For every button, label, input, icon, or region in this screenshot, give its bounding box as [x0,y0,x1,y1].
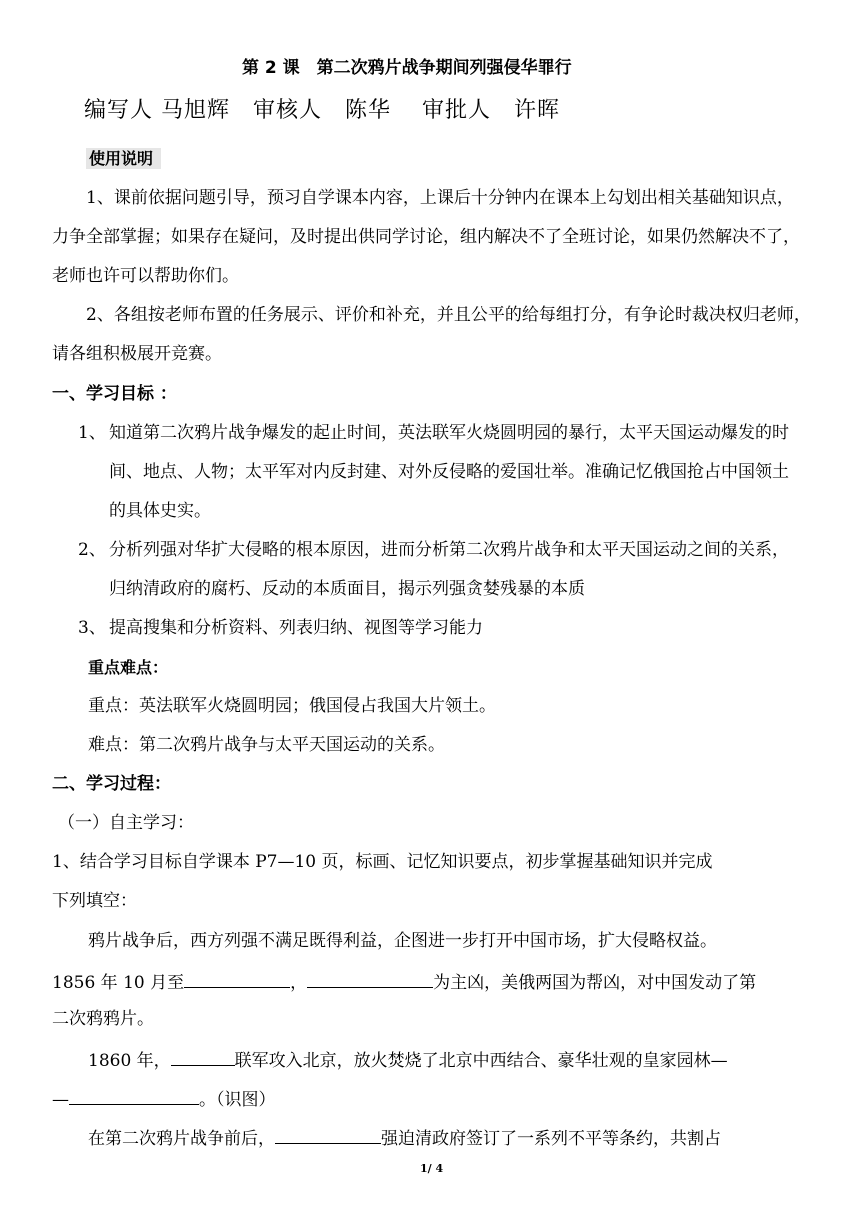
goal-2-line1: 分析列强对华扩大侵略的根本原因，进而分析第二次鸦片战争和太平天国运动之间的关系， [109,540,789,560]
goal-1-line1: 知道第二次鸦片战争爆发的起止时间，英法联军火烧圆明园的暴行，太平天国运动爆发的时 [109,423,789,443]
goal-2-line2: 归纳清政府的腐朽、反动的本质面目，揭示列强贪婪残暴的本质 [109,579,585,599]
goal-2-number: 2、 [78,540,106,560]
key-heading: 重点难点： [88,658,169,677]
fill-blank-1[interactable] [184,969,290,988]
page-title: 第 2 课 第二次鸦片战争期间列强侵华罪行 [242,58,572,78]
usage-p1-line1: 1、课前依据问题引导，预习自学课本内容，上课后十分钟内在课本上勾划出相关基础知识点， [86,188,794,208]
process-intro-line1: 1、结合学习目标自学课本 P7—10 页，标画、记忆知识要点，初步掌握基础知识并完成 [52,852,713,872]
goal-3-line: 提高搜集和分析资料、列表归纳、视图等学习能力 [109,618,483,638]
goal-1-line2: 间、地点、人物；太平军对内反封建、对外反侵略的爱国壮举。准确记忆俄国抢占中国领土 [109,462,789,482]
para3-text-b: 强迫清政府签订了一系列不平等条约，共割占 [381,1129,721,1149]
para1-text-b: ， [290,973,308,993]
para2-text-a: 1860 年， [88,1051,171,1071]
page-number: 1/ 4 [420,1162,444,1175]
process-intro-line2: 下列填空： [52,891,137,911]
key-focus: 重点：英法联军火烧圆明园；俄国侵占我国大片领土。 [88,696,496,716]
fill-blank-4[interactable] [69,1086,199,1105]
usage-heading-wrap [86,148,161,170]
para1-text-a: 1856 年 10 月至 [52,973,185,993]
usage-heading: 使用说明 [86,148,161,169]
authors-line: 编写人 马旭辉 审核人 陈华 审批人 许晖 [84,98,560,123]
para2-text-d: 。（识图） [199,1090,276,1110]
process-heading: 二、学习过程： [52,774,171,794]
para1-line1: 鸦片战争后，西方列强不满足既得利益，企图进一步打开中国市场，扩大侵略权益。 [88,931,717,951]
fill-blank-5[interactable] [275,1125,381,1144]
usage-p1-line3: 老师也许可以帮助你们。 [52,266,239,286]
goal-3-number: 3、 [78,618,106,638]
para1-line2 [52,969,756,994]
para2-text-c: — [52,1090,69,1110]
usage-p2-line2: 请各组积极展开竞赛。 [52,344,222,364]
para3-line1 [88,1125,721,1150]
para1-text-c: 为主凶，美俄两国为帮凶，对中国发动了第 [433,973,757,993]
para2-line2 [52,1086,276,1111]
para2-text-b: 联军攻入北京，放火焚烧了北京中西结合、豪华壮观的皇家园林— [234,1051,728,1071]
usage-p2-line1: 2、各组按老师布置的任务展示、评价和补充，并且公平的给每组打分，有争论时裁决权归老师， [86,305,811,325]
key-difficulty: 难点：第二次鸦片战争与太平天国运动的关系。 [88,735,445,755]
para1-line3: 二次鸦鸦片。 [52,1009,154,1029]
usage-p1-line2: 力争全部掌握；如果存在疑问，及时提出供同学讨论，组内解决不了全班讨论，如果仍然解决不了， [52,227,800,247]
goals-heading: 一、学习目标 ： [52,384,177,404]
fill-blank-2[interactable] [307,969,433,988]
goal-1-line3: 的具体史实。 [109,501,211,521]
para3-text-a: 在第二次鸦片战争前后， [88,1129,275,1149]
fill-blank-3[interactable] [171,1047,235,1066]
para2-line1 [88,1047,728,1072]
goal-1-number: 1、 [78,423,106,443]
process-subheading: （一）自主学习： [58,813,194,833]
